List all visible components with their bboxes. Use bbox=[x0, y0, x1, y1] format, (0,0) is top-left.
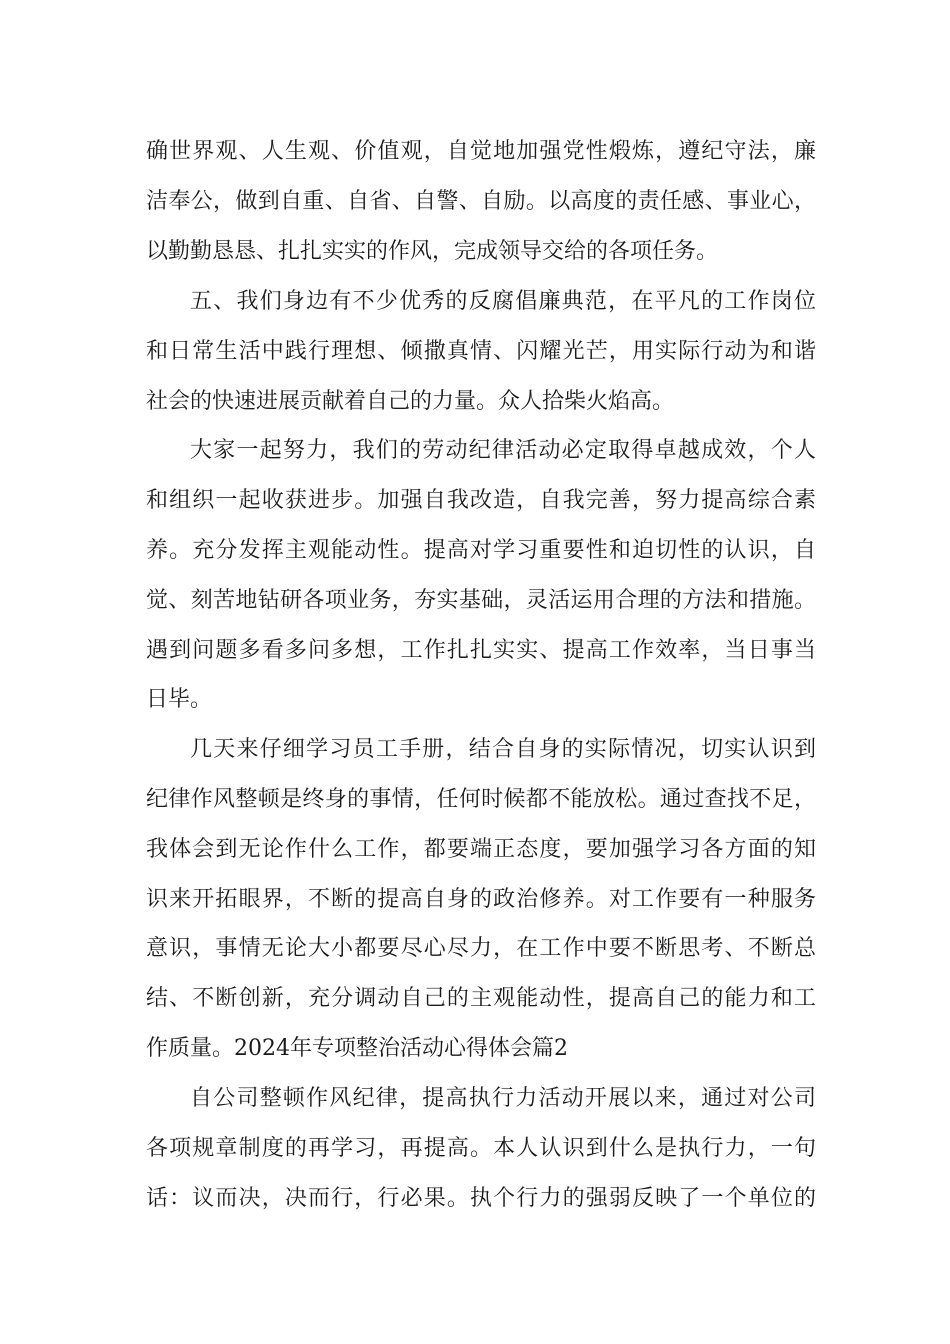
text-line: 确世界观、人生观、价值观，自觉地加强党性煅炼，遵纪守法，廉 bbox=[146, 139, 816, 164]
paragraph-first-line: 自公司整顿作风纪律，提高执行力活动开展以来，通过对公司 bbox=[190, 1086, 816, 1111]
text-line: 意识，事情无论大小都要尽心尽力，在工作中要不断思考、不断总 bbox=[146, 936, 816, 961]
text-line: 以勤勤恳恳、扎扎实实的作风，完成领导交给的各项任务。 bbox=[146, 239, 719, 264]
paragraph-first-line: 几天来仔细学习员工手册，结合自身的实际情况，切实认识到 bbox=[190, 737, 816, 762]
text-line: 和组织一起收获进步。加强自我改造，自我完善，努力提高综合素 bbox=[146, 488, 816, 513]
text-line: 养。充分发挥主观能动性。提高对学习重要性和迫切性的认识，自 bbox=[146, 538, 816, 563]
paragraph-first-line: 大家一起努力，我们的劳动纪律活动必定取得卓越成效，个人 bbox=[190, 438, 816, 463]
text-line: 纪律作风整顿是终身的事情，任何时候都不能放松。通过查找不足， bbox=[146, 787, 816, 812]
text-line: 识来开拓眼界，不断的提高自身的政治修养。对工作要有一种服务 bbox=[146, 887, 816, 912]
paragraph-first-line: 五、我们身边有不少优秀的反腐倡廉典范，在平凡的工作岗位 bbox=[190, 289, 816, 314]
text-line: 结、不断创新，充分调动自己的主观能动性，提高自己的能力和工 bbox=[146, 986, 816, 1011]
text-line: 我体会到无论作什么工作，都要端正态度，要加强学习各方面的知 bbox=[146, 837, 816, 862]
text-line: 日毕。 bbox=[146, 687, 213, 712]
text-line: 社会的快速进展贡献着自己的力量。众人拾柴火焰高。 bbox=[146, 389, 675, 414]
text-line: 各项规章制度的再学习，再提高。本人认识到什么是执行力，一句 bbox=[146, 1136, 816, 1161]
text-line: 洁奉公，做到自重、自省、自警、自励。以高度的责任感、事业心， bbox=[146, 189, 816, 214]
text-line: 觉、刻苦地钻研各项业务，夯实基础，灵活运用合理的方法和措施。 bbox=[146, 588, 816, 613]
text-line: 作质量。2024年专项整治活动心得体会篇2 bbox=[146, 1036, 568, 1061]
text-line: 遇到问题多看多问多想，工作扎扎实实、提高工作效率，当日事当 bbox=[146, 638, 816, 663]
text-line: 和日常生活中践行理想、倾撒真情、闪耀光芒，用实际行动为和谐 bbox=[146, 339, 816, 364]
text-line: 话：议而决，决而行，行必果。执个行力的强弱反映了一个单位的 bbox=[146, 1186, 816, 1211]
